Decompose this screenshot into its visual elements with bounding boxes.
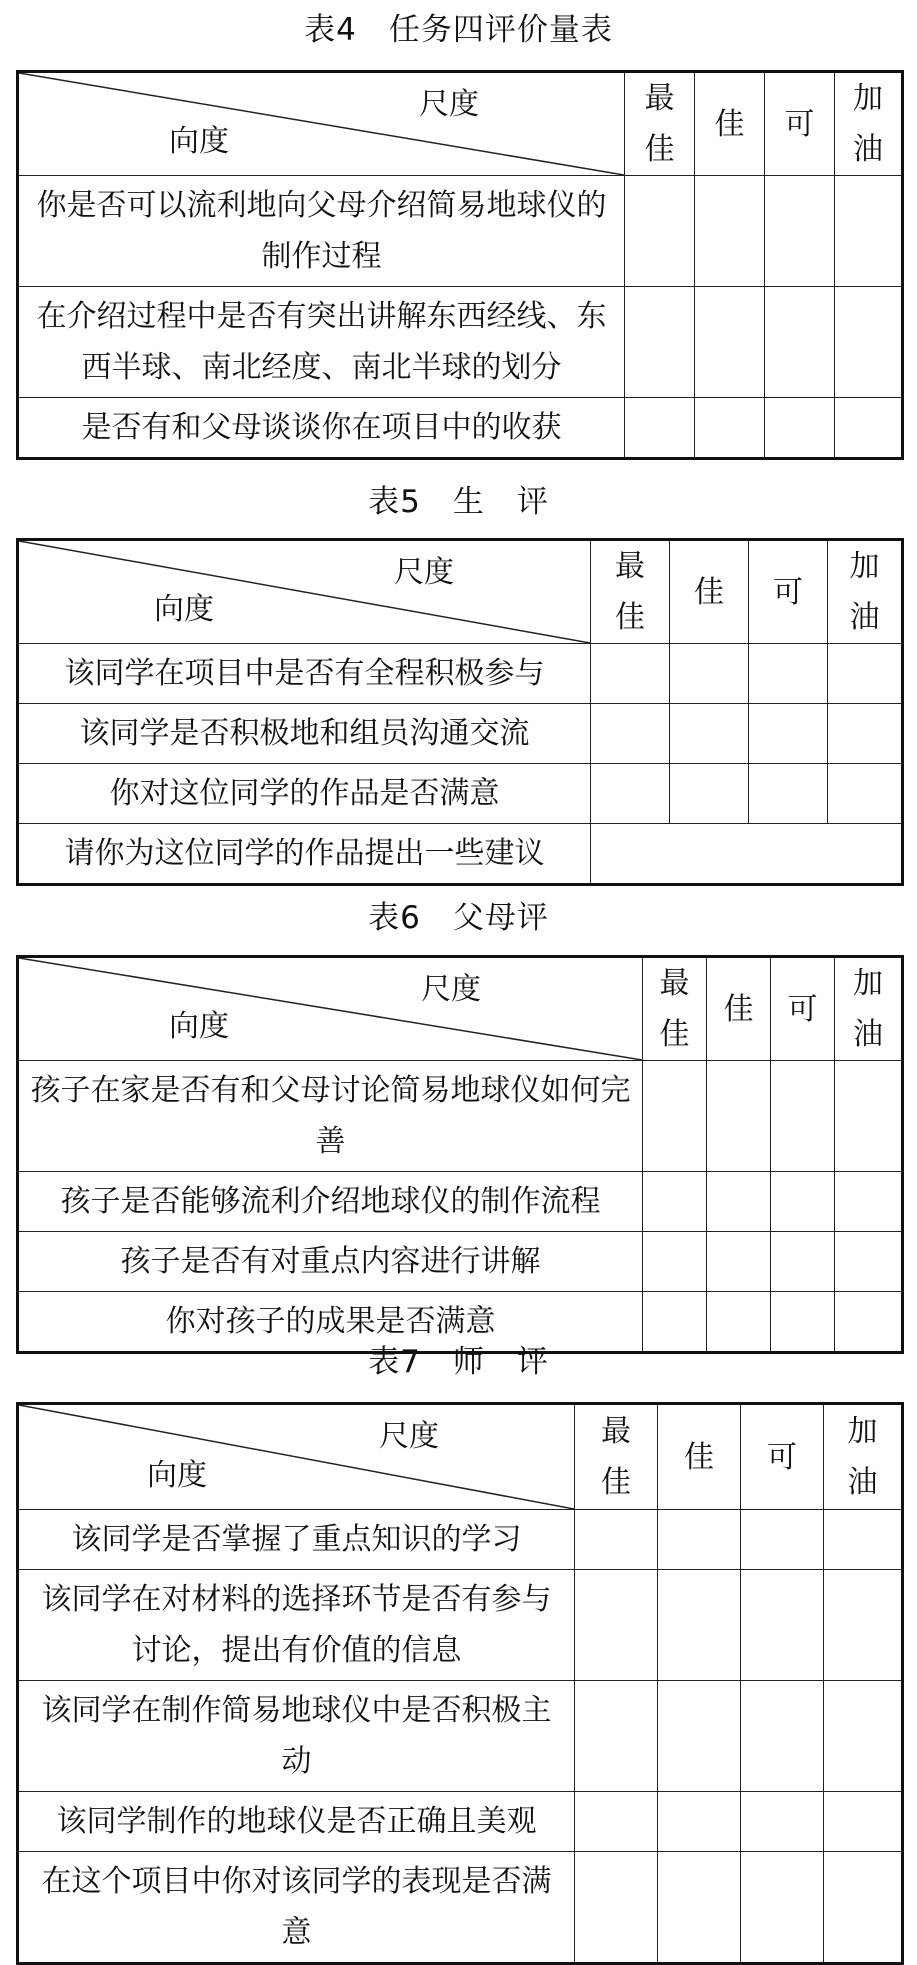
table-row	[18, 176, 903, 287]
rating-cell[interactable]	[824, 1792, 903, 1852]
rating-cell[interactable]	[625, 398, 695, 459]
rating-cell[interactable]	[765, 398, 835, 459]
rating-cell[interactable]	[625, 287, 695, 398]
table4-title: 表4 任务四评价量表	[304, 12, 613, 48]
criterion-cell: 该同学在项目中是否有全程积极参与	[18, 644, 591, 704]
header-dimension-label: 尺度	[419, 87, 479, 122]
rating-cell[interactable]	[695, 176, 765, 287]
rating-header-ok: 可	[741, 1404, 824, 1510]
rating-cell[interactable]	[771, 1232, 835, 1292]
header-aspect-label: 向度	[147, 1458, 207, 1493]
table-row	[18, 1510, 903, 1570]
rating-cell[interactable]	[828, 764, 903, 824]
rating-cell[interactable]	[707, 1061, 771, 1172]
table-row	[18, 1852, 903, 1964]
rating-header-best: 最 佳	[575, 1404, 658, 1510]
header-dimension-label: 尺度	[379, 1419, 439, 1454]
rating-cell[interactable]	[741, 1681, 824, 1792]
criterion-cell: 孩子是否有对重点内容进行讲解	[18, 1232, 643, 1292]
rating-cell[interactable]	[658, 1510, 741, 1570]
rating-cell[interactable]	[658, 1792, 741, 1852]
rating-header-ok: 可	[771, 957, 835, 1061]
rating-header-best: 最 佳	[643, 957, 707, 1061]
rating-cell[interactable]	[835, 176, 903, 287]
header-aspect-label: 向度	[154, 592, 214, 627]
rating-header-good: 佳	[695, 72, 765, 176]
rating-header-try-harder: 加 油	[835, 957, 903, 1061]
table6	[16, 955, 904, 1354]
rating-cell[interactable]	[824, 1510, 903, 1570]
rating-header-good: 佳	[658, 1404, 741, 1510]
criterion-cell: 该同学在制作简易地球仪中是否积极主动	[18, 1681, 575, 1792]
table-header-row	[18, 1404, 903, 1510]
rating-cell[interactable]	[575, 1852, 658, 1964]
rating-cell[interactable]	[828, 704, 903, 764]
rating-cell[interactable]	[765, 287, 835, 398]
criterion-cell: 孩子在家是否有和父母讨论简易地球仪如何完善	[18, 1061, 643, 1172]
rating-cell[interactable]	[575, 1792, 658, 1852]
table-row	[18, 824, 903, 885]
diagonal-header-cell	[18, 957, 643, 1061]
rating-cell[interactable]	[575, 1510, 658, 1570]
rating-cell[interactable]	[741, 1792, 824, 1852]
criterion-cell: 该同学在对材料的选择环节是否有参与讨论，提出有价值的信息	[18, 1570, 575, 1681]
rating-cell[interactable]	[824, 1681, 903, 1792]
rating-cell[interactable]	[670, 764, 749, 824]
table4	[16, 70, 904, 460]
rating-cell[interactable]	[658, 1681, 741, 1792]
table6-title: 表6 父母评	[368, 900, 549, 936]
rating-cell[interactable]	[828, 644, 903, 704]
header-aspect-label: 向度	[169, 124, 229, 159]
criterion-cell: 该同学是否积极地和组员沟通交流	[18, 704, 591, 764]
table-row	[18, 1681, 903, 1792]
criterion-cell: 在这个项目中你对该同学的表现是否满意	[18, 1852, 575, 1964]
rating-cell[interactable]	[771, 1061, 835, 1172]
rating-header-good: 佳	[670, 540, 749, 644]
table-row	[18, 644, 903, 704]
rating-cell[interactable]	[591, 704, 670, 764]
rating-cell[interactable]	[771, 1172, 835, 1232]
table-row	[18, 287, 903, 398]
rating-cell[interactable]	[695, 287, 765, 398]
rating-header-try-harder: 加 油	[828, 540, 903, 644]
rating-cell[interactable]	[749, 644, 828, 704]
table-row	[18, 1570, 903, 1681]
table7-title: 表7 师 评	[368, 1344, 549, 1380]
rating-cell[interactable]	[643, 1172, 707, 1232]
rating-cell[interactable]	[741, 1510, 824, 1570]
diagonal-line	[19, 1405, 574, 1509]
rating-header-good: 佳	[707, 957, 771, 1061]
rating-header-best: 最 佳	[591, 540, 670, 644]
rating-header-try-harder: 加 油	[824, 1404, 903, 1510]
rating-cell[interactable]	[835, 1061, 903, 1172]
rating-cell[interactable]	[749, 764, 828, 824]
rating-cell[interactable]	[625, 176, 695, 287]
suggestion-cell[interactable]	[591, 824, 903, 885]
diagonal-line	[19, 958, 642, 1060]
table-header-row	[18, 72, 903, 176]
rating-cell[interactable]	[765, 176, 835, 287]
table-header-row	[18, 540, 903, 644]
rating-cell[interactable]	[658, 1852, 741, 1964]
header-dimension-label: 尺度	[421, 972, 481, 1007]
table-row	[18, 1061, 903, 1172]
diagonal-line	[19, 73, 624, 175]
rating-cell[interactable]	[670, 644, 749, 704]
rating-cell[interactable]	[575, 1681, 658, 1792]
rating-cell[interactable]	[741, 1852, 824, 1964]
rating-cell[interactable]	[707, 1232, 771, 1292]
table-row	[18, 398, 903, 459]
table7	[16, 1402, 904, 1965]
criterion-cell: 该同学是否掌握了重点知识的学习	[18, 1510, 575, 1570]
rating-cell[interactable]	[835, 1172, 903, 1232]
diagonal-header-cell	[18, 540, 591, 644]
rating-cell[interactable]	[575, 1570, 658, 1681]
rating-cell[interactable]	[670, 704, 749, 764]
rating-cell[interactable]	[741, 1570, 824, 1681]
rating-header-best: 最 佳	[625, 72, 695, 176]
rating-cell[interactable]	[591, 764, 670, 824]
header-aspect-label: 向度	[169, 1009, 229, 1044]
table5	[16, 538, 904, 886]
criterion-cell: 你对孩子的成果是否满意	[18, 1292, 643, 1353]
criterion-cell: 请你为这位同学的作品提出一些建议	[18, 824, 591, 885]
rating-cell[interactable]	[643, 1061, 707, 1172]
rating-cell[interactable]	[824, 1852, 903, 1964]
criterion-cell: 你对这位同学的作品是否满意	[18, 764, 591, 824]
criterion-cell: 孩子是否能够流利介绍地球仪的制作流程	[18, 1172, 643, 1232]
table-header-row	[18, 957, 903, 1061]
rating-cell[interactable]	[707, 1172, 771, 1232]
table-row	[18, 1172, 903, 1232]
header-dimension-label: 尺度	[394, 555, 454, 590]
rating-cell[interactable]	[835, 1232, 903, 1292]
table5-title: 表5 生 评	[368, 484, 549, 520]
rating-cell[interactable]	[824, 1570, 903, 1681]
diagonal-header-cell	[18, 1404, 575, 1510]
rating-cell[interactable]	[591, 644, 670, 704]
criterion-cell: 你是否可以流利地向父母介绍简易地球仪的制作过程	[18, 176, 625, 287]
table-row	[18, 704, 903, 764]
rating-cell[interactable]	[658, 1570, 741, 1681]
rating-cell[interactable]	[695, 398, 765, 459]
rating-cell[interactable]	[643, 1232, 707, 1292]
diagonal-header-cell	[18, 72, 625, 176]
rating-header-ok: 可	[765, 72, 835, 176]
rating-cell[interactable]	[835, 287, 903, 398]
rating-header-try-harder: 加 油	[835, 72, 903, 176]
table-row	[18, 764, 903, 824]
diagonal-line	[19, 541, 590, 643]
criterion-cell: 该同学制作的地球仪是否正确且美观	[18, 1792, 575, 1852]
criterion-cell: 是否有和父母谈谈你在项目中的收获	[18, 398, 625, 459]
criterion-cell: 在介绍过程中是否有突出讲解东西经线、东西半球、南北经度、南北半球的划分	[18, 287, 625, 398]
table-row	[18, 1232, 903, 1292]
rating-cell[interactable]	[835, 398, 903, 459]
rating-header-ok: 可	[749, 540, 828, 644]
rating-cell[interactable]	[749, 704, 828, 764]
table-row	[18, 1792, 903, 1852]
